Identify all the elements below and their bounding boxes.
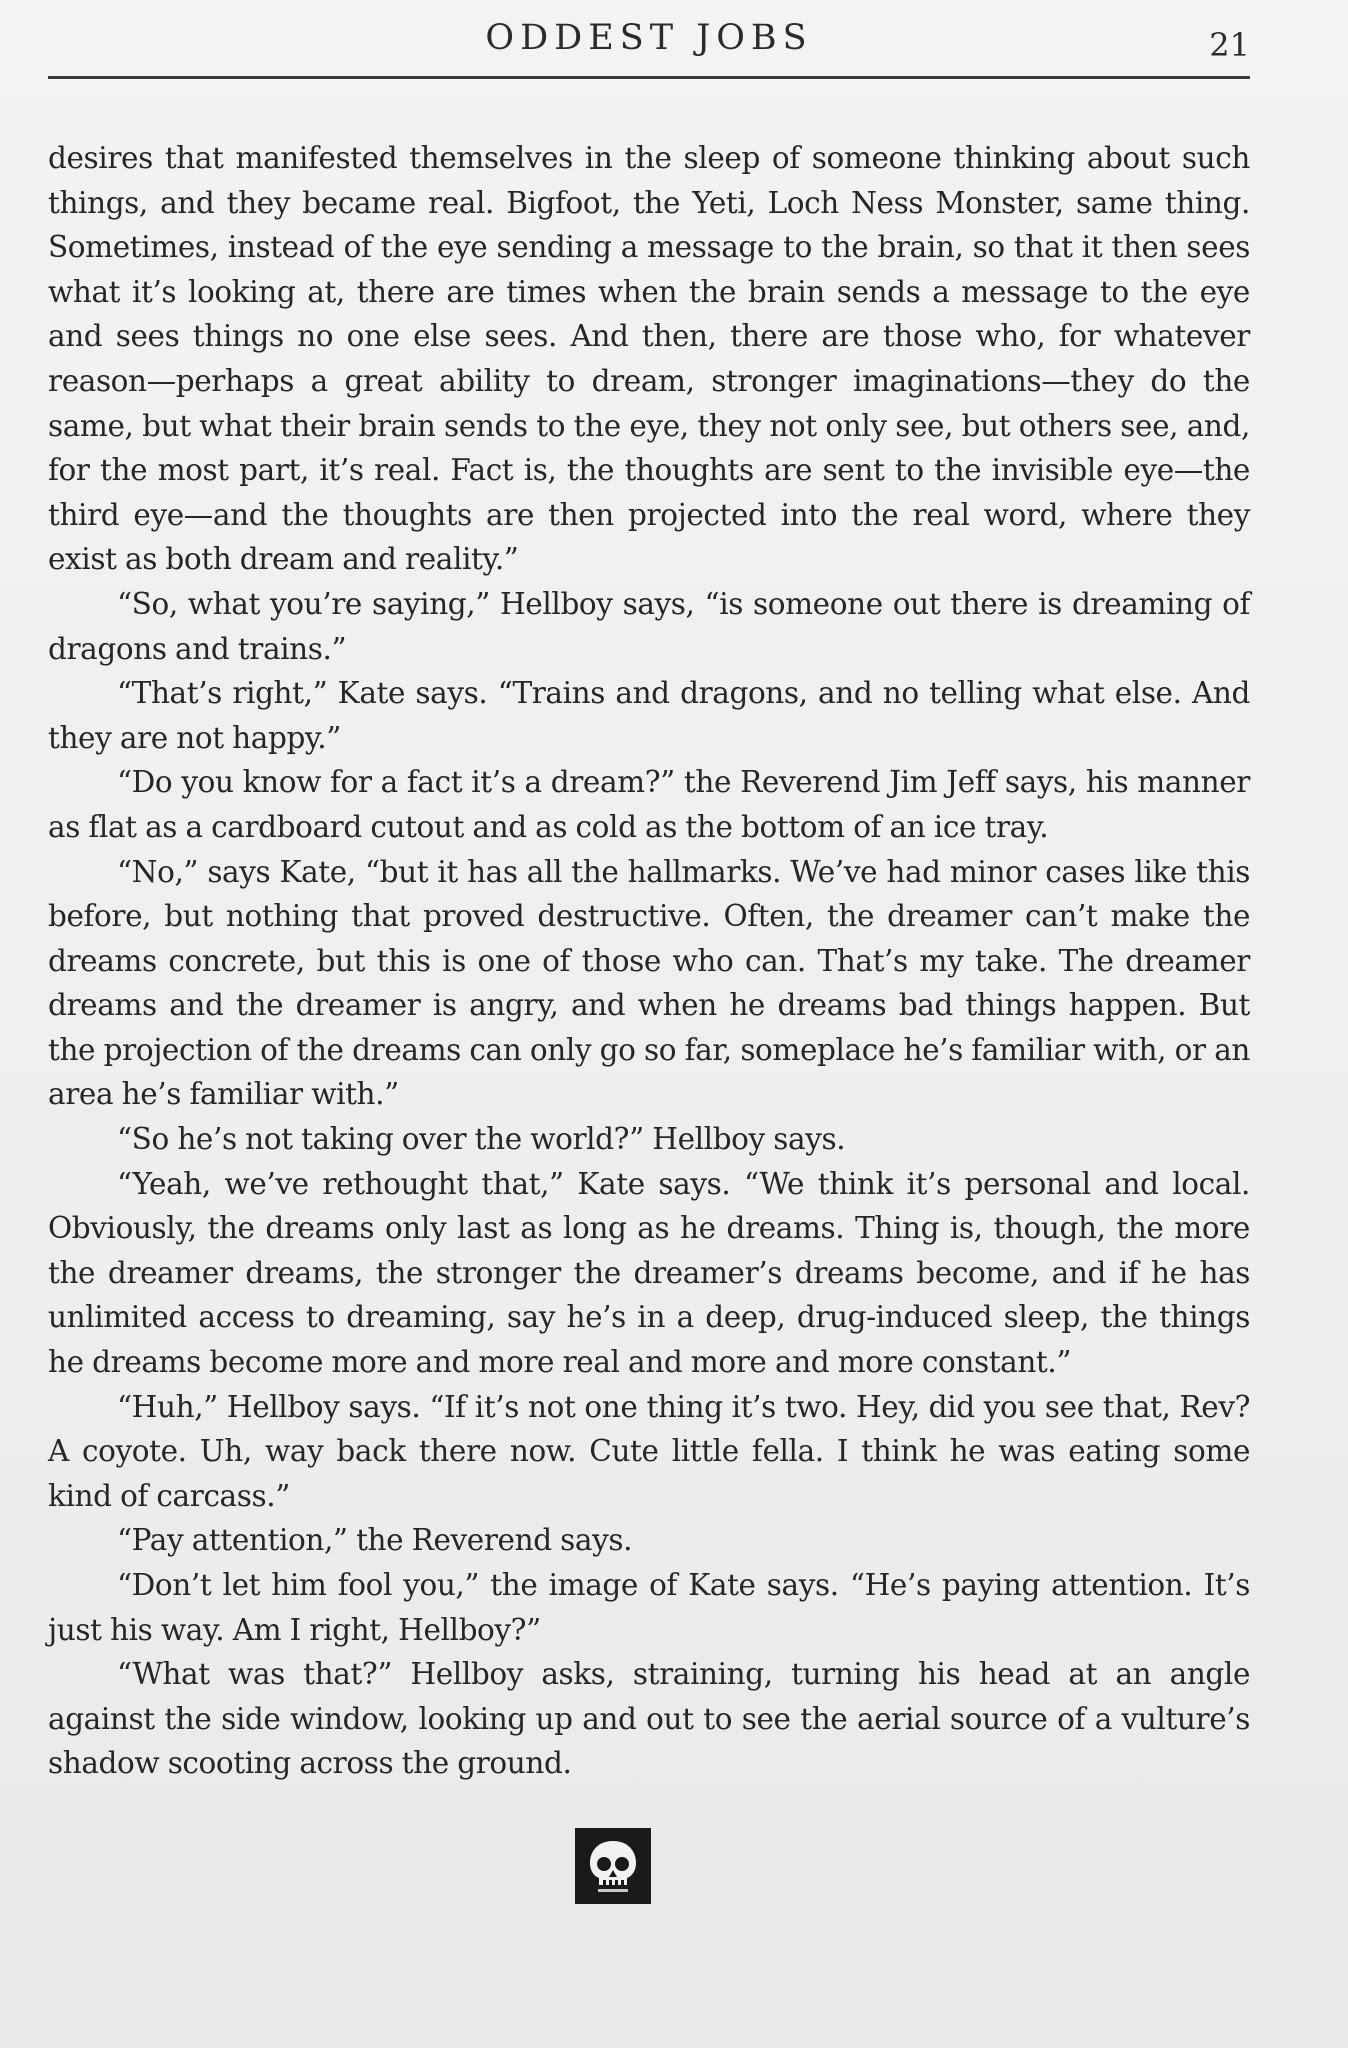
page-number: 21 (1209, 26, 1250, 64)
paragraph: “Pay attention,” the Reverend says. (117, 1523, 633, 1558)
running-head: ODDEST JOBS (485, 18, 813, 58)
paragraph: “Yeah, we’ve rethought that,” Kate says. “We think it’s personal and local. Obviously, the dreams only last as long as he dreams. Thing is, though, the more the dreamer dreams, the stronger the dreamer’s dreams become, and if he has unlimited access to dreaming, say he’s in a deep, drug-induced sleep, the things he dreams become more and more real and more and more constant.” (48, 1166, 1250, 1380)
paragraph: “Do you know for a fact it’s a dream?” the Reverend Jim Jeff says, his manner as flat as a cardboard cutout and as cold as the bottom of an ice tray. (48, 765, 1250, 844)
paragraph: desires that manifested themselves in the sleep of someone thinking about such things, and they became real. Bigfoot, the Yeti, Loch Ness Monster, same thing. Sometimes, instead of the eye sending a message to the brain, so that it then sees what it’s looking at, there are times when the brain sends a message to the eye and sees things no one else sees. And then, there are those who, for whatever reason—perhaps a great ability to dream, stronger imaginations—they do the same, but what their brain sends to the eye, they not only see, but others see, and, for the most part, it’s real. Fact is, the thoughts are sent to the invisible eye—the third eye—and the thoughts are then projected into the real word, where they exist as both dream and reality.” (48, 141, 1250, 577)
header-rule (48, 76, 1250, 79)
paragraph: “Huh,” Hellboy says. “If it’s not one thing it’s two. Hey, did you see that, Rev? A coyote. Uh, way back there now. Cute little fella. I think he was eating some kind of carcass.” (48, 1389, 1250, 1513)
paragraph: “Don’t let him fool you,” the image of Kate says. “He’s paying attention. It’s just his way. Am I right, Hellboy?” (48, 1568, 1250, 1647)
paragraph: “No,” says Kate, “but it has all the hallmarks. We’ve had minor cases like this before, but nothing that proved destructive. Often, the dreamer can’t make the dreams concrete, but this is one of those who can. That’s my take. The dreamer dreams and the dreamer is angry, and when he dreams bad things happen. But the projection of the dreams can only go so far, someplace he’s familiar with, or an area he’s familiar with.” (48, 854, 1250, 1112)
paragraph: “So, what you’re saying,” Hellboy says, “is someone out there is dreaming of dragons and trains.” (48, 586, 1250, 666)
paragraph: “That’s right,” Kate says. “Trains and dragons, and no telling what else. And they are not happy.” (48, 676, 1250, 755)
page-header (48, 12, 1250, 74)
paragraph: “What was that?” Hellboy asks, straining, turning his head at an angle against the side window, looking up and out to see the aerial source of a vulture’s shadow scooting across the ground. (48, 1657, 1250, 1781)
body-text (48, 136, 1250, 1786)
paragraph: “So he’s not taking over the world?” Hellboy says. (117, 1122, 846, 1157)
skull-icon (575, 1828, 651, 1904)
